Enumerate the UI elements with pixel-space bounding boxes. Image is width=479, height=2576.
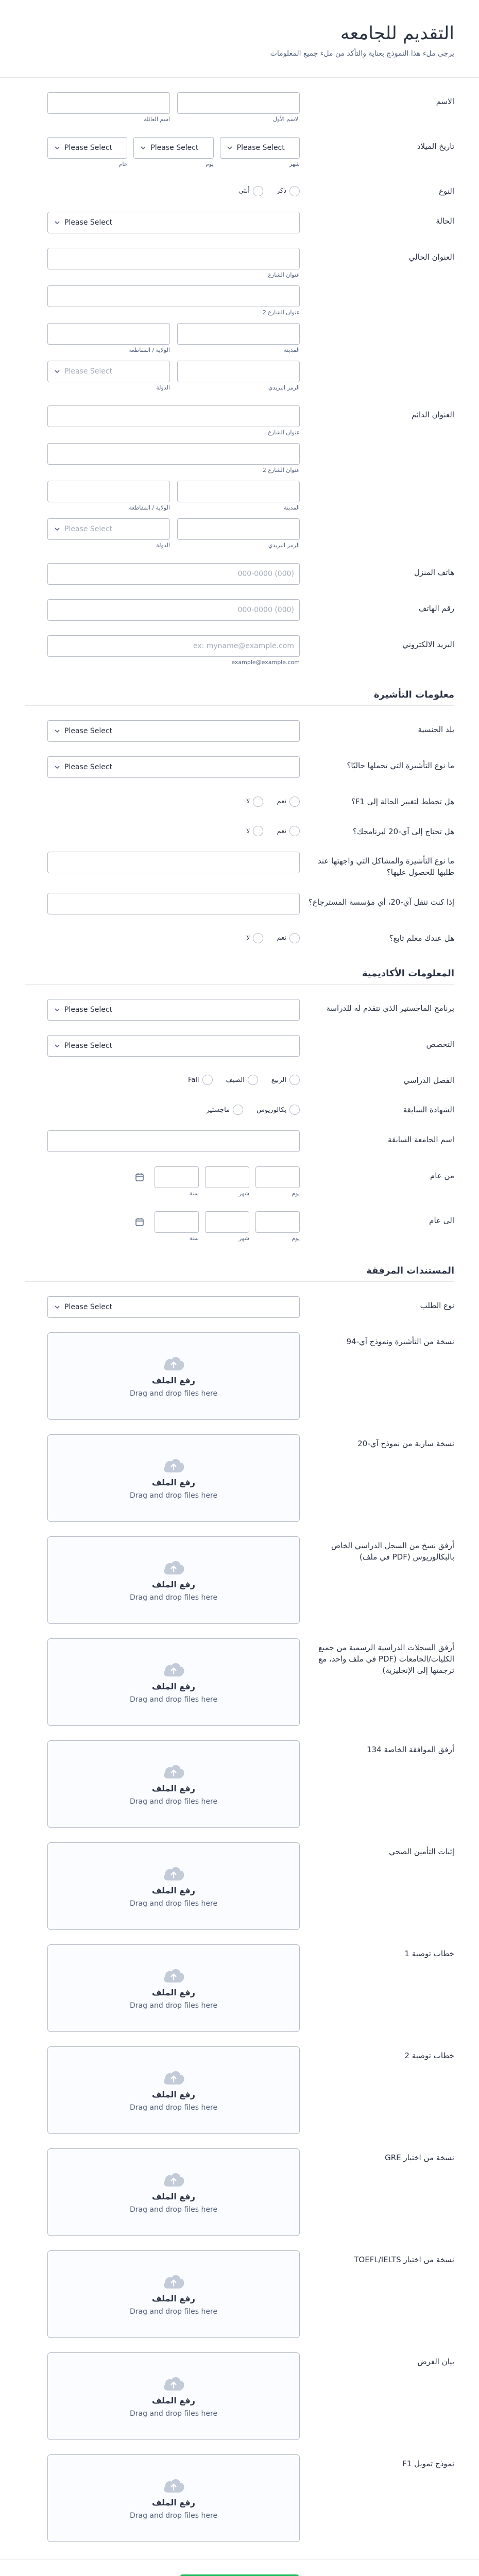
visa-type-label: ما نوع التأشيرة التي تحملها حاليًا؟ bbox=[347, 760, 454, 770]
radio-label: ماجستير bbox=[206, 1106, 230, 1114]
radio-label: لا bbox=[246, 827, 250, 835]
cloud-upload-icon bbox=[162, 2273, 185, 2291]
visa-section-title: معلومات التأشيرة bbox=[373, 689, 454, 700]
chevron-down-icon bbox=[53, 1042, 61, 1050]
upload-list bbox=[0, 1332, 479, 2542]
status-value: Please Select bbox=[64, 218, 113, 227]
degree-row bbox=[0, 1100, 479, 1116]
file-upload-dropzone[interactable] bbox=[47, 1638, 300, 1726]
major-select[interactable] bbox=[47, 1035, 300, 1057]
radio-label: Fall bbox=[188, 1076, 199, 1084]
transfer-input[interactable] bbox=[47, 893, 300, 914]
upload-button-label[interactable]: رفع الملف bbox=[152, 2395, 195, 2405]
permanent-address-label: العنوان الدائم bbox=[411, 410, 454, 419]
nationality-select[interactable] bbox=[47, 720, 300, 742]
drag-drop-text: Drag and drop files here bbox=[129, 1389, 218, 1398]
upload-row bbox=[0, 1944, 479, 2032]
cloud-upload-icon bbox=[162, 1559, 185, 1577]
transfer-label: إذا كنت تنقل آي-20، أي مؤسسة المسترجاع؟ bbox=[309, 897, 454, 907]
upload-button-label[interactable]: رفع الملف bbox=[152, 1375, 195, 1385]
upload-row bbox=[0, 1842, 479, 1930]
cur-state-input[interactable] bbox=[47, 323, 170, 345]
upload-button-label[interactable]: رفع الملف bbox=[152, 2293, 195, 2303]
i20-option-yes[interactable] bbox=[277, 826, 300, 836]
gender-option-male[interactable] bbox=[277, 186, 300, 196]
academic-section-header bbox=[0, 968, 479, 985]
dob-month-value: Please Select bbox=[236, 144, 285, 152]
visa-type-row bbox=[0, 756, 479, 778]
cur-country-sub: الدولة bbox=[156, 384, 170, 391]
chevron-down-icon bbox=[53, 367, 61, 376]
upload-label: نسخة من التأشيرة ونموذج آي-94 bbox=[346, 1337, 454, 1346]
radio-circle[interactable] bbox=[289, 826, 300, 836]
permanent-address-row bbox=[0, 405, 479, 549]
upload-button-label[interactable]: رفع الملف bbox=[152, 1987, 195, 1997]
gender-option-female[interactable] bbox=[238, 186, 263, 196]
docs-section-header bbox=[0, 1265, 479, 1282]
radio-circle[interactable] bbox=[289, 186, 300, 196]
email-row bbox=[0, 635, 479, 666]
dependents-option-yes[interactable] bbox=[277, 933, 300, 943]
per-country-value: Please Select bbox=[64, 524, 113, 533]
upload-row bbox=[0, 1536, 479, 1624]
drag-drop-text: Drag and drop files here bbox=[129, 1797, 218, 1806]
cur-city-input[interactable] bbox=[177, 323, 300, 345]
file-upload-dropzone[interactable] bbox=[47, 1740, 300, 1828]
calendar-icon[interactable] bbox=[131, 1211, 148, 1233]
dob-day-sub: يوم bbox=[206, 161, 214, 167]
program-value: Please Select bbox=[64, 1005, 113, 1014]
upload-button-label[interactable]: رفع الملف bbox=[152, 1579, 195, 1589]
upload-button-label[interactable]: رفع الملف bbox=[152, 2191, 195, 2201]
radio-circle[interactable] bbox=[253, 826, 263, 836]
cloud-upload-icon bbox=[162, 1661, 185, 1679]
cur-street2-input[interactable] bbox=[47, 285, 300, 307]
semester-option-summer[interactable] bbox=[226, 1075, 258, 1085]
gender-option-label: ذكر bbox=[276, 187, 286, 195]
university-row bbox=[0, 1130, 479, 1152]
per-country-sub: الدولة bbox=[156, 541, 170, 549]
cur-zip-input[interactable] bbox=[177, 361, 300, 382]
drag-drop-text: Drag and drop files here bbox=[129, 1899, 218, 1908]
request-type-select[interactable] bbox=[47, 1296, 300, 1318]
calendar-icon[interactable] bbox=[131, 1166, 148, 1188]
chevron-down-icon bbox=[53, 218, 61, 227]
semester-option-spring[interactable] bbox=[271, 1075, 300, 1085]
visa-type-value: Please Select bbox=[64, 762, 113, 771]
program-label: برنامج الماجستير الذي تتقدم له للدراسة bbox=[326, 1003, 454, 1013]
from-month-input[interactable] bbox=[205, 1166, 249, 1188]
nationality-value: Please Select bbox=[64, 726, 113, 735]
chevron-down-icon bbox=[53, 763, 61, 771]
request-type-row bbox=[0, 1296, 479, 1318]
cloud-upload-icon bbox=[162, 1865, 185, 1883]
upload-row bbox=[0, 2250, 479, 2338]
chevron-down-icon bbox=[53, 144, 61, 152]
per-street1-sub: عنوان الشارع bbox=[268, 429, 300, 436]
status-select[interactable] bbox=[47, 212, 300, 233]
f1-label: هل تخطط لتغيير الحالة إلى F1؟ bbox=[351, 796, 454, 806]
file-upload-dropzone[interactable] bbox=[47, 1536, 300, 1624]
upload-label: نسخة سارية من نموذج آي-20 bbox=[357, 1439, 454, 1448]
from-month-sub: شهر bbox=[238, 1190, 249, 1197]
drag-drop-text: Drag and drop files here bbox=[129, 1491, 218, 1500]
radio-label: لا bbox=[246, 934, 250, 942]
name-label: الاسم bbox=[436, 97, 454, 106]
request-type-label: نوع الطلب bbox=[420, 1301, 454, 1310]
upload-row bbox=[0, 1332, 479, 1420]
f1-option-no[interactable] bbox=[246, 796, 263, 807]
drag-drop-text: Drag and drop files here bbox=[129, 2409, 218, 2418]
cur-city-sub: المدينة bbox=[284, 346, 300, 353]
cloud-upload-icon bbox=[162, 1355, 185, 1372]
from-year-row bbox=[0, 1166, 479, 1197]
radio-circle[interactable] bbox=[253, 186, 263, 196]
upload-label: أرفق الموافقة الخاصة 134 bbox=[367, 1745, 454, 1754]
radio-circle[interactable] bbox=[289, 1075, 300, 1085]
upload-button-label[interactable]: رفع الملف bbox=[152, 1885, 195, 1895]
drag-drop-text: Drag and drop files here bbox=[129, 2511, 218, 2520]
drag-drop-text: Drag and drop files here bbox=[129, 2001, 218, 2010]
to-year-label: الى عام bbox=[429, 1216, 454, 1225]
radio-label: نعم bbox=[277, 934, 286, 942]
upload-button-label[interactable]: رفع الملف bbox=[152, 1783, 195, 1793]
last-name-sub: اسم العائلة bbox=[144, 116, 170, 123]
cloud-upload-icon bbox=[162, 2477, 185, 2495]
chevron-down-icon bbox=[53, 727, 61, 735]
status-label: الحالة bbox=[436, 216, 454, 226]
cur-country-select[interactable] bbox=[47, 361, 170, 382]
upload-label: إثبات التأمين الصحي bbox=[389, 1847, 454, 1856]
divider bbox=[25, 984, 454, 985]
upload-button-label[interactable]: رفع الملف bbox=[152, 1477, 195, 1487]
cur-country-value: Please Select bbox=[64, 367, 113, 376]
upload-row bbox=[0, 1434, 479, 1522]
degree-label: الشهادة السابقة bbox=[403, 1105, 454, 1115]
radio-circle[interactable] bbox=[253, 796, 263, 807]
per-city-sub: المدينة bbox=[284, 504, 300, 511]
i20-row bbox=[0, 822, 479, 838]
divider bbox=[25, 1281, 454, 1282]
from-year-sub: سنة bbox=[189, 1190, 199, 1197]
semester-option-fall[interactable] bbox=[188, 1075, 212, 1085]
cur-street1-input[interactable] bbox=[47, 248, 300, 269]
radio-circle[interactable] bbox=[289, 796, 300, 807]
from-day-input[interactable] bbox=[255, 1166, 300, 1188]
email-sub: example@example.com bbox=[231, 658, 300, 666]
drag-drop-text: Drag and drop files here bbox=[129, 2307, 218, 2316]
per-city-input[interactable] bbox=[177, 481, 300, 502]
dob-day-select[interactable] bbox=[133, 137, 213, 159]
request-type-value: Please Select bbox=[64, 1303, 113, 1311]
dob-month-sub: شهر bbox=[289, 161, 300, 167]
radio-label: لا bbox=[246, 798, 250, 806]
radio-circle[interactable] bbox=[253, 933, 263, 943]
cur-street2-sub: عنوان الشارع 2 bbox=[262, 309, 300, 316]
visa-issues-row bbox=[0, 852, 479, 878]
upload-label: خطاب توصية 1 bbox=[404, 1949, 454, 1958]
upload-row bbox=[0, 2352, 479, 2440]
upload-label: خطاب توصية 2 bbox=[404, 2051, 454, 2060]
divider bbox=[25, 705, 454, 706]
dob-month-select[interactable] bbox=[220, 137, 300, 159]
upload-row bbox=[0, 2148, 479, 2236]
per-state-sub: الولاية / المقاطعة bbox=[129, 504, 170, 511]
radio-circle[interactable] bbox=[202, 1075, 213, 1085]
gender-row bbox=[0, 182, 479, 197]
visa-issues-input[interactable] bbox=[47, 852, 300, 873]
nationality-row bbox=[0, 720, 479, 742]
radio-circle[interactable] bbox=[289, 933, 300, 943]
first-name-sub: الاسم الأول bbox=[273, 116, 300, 123]
degree-option-master[interactable] bbox=[207, 1105, 244, 1115]
semester-label: الفصل الدراسي bbox=[403, 1075, 454, 1085]
upload-label: أرفق السجلات الدراسية الرسمية من جميع الكليات/الجامعات (PDF في ملف واحد، مع ترجمتها إلى الإنجليزية) bbox=[318, 1643, 454, 1675]
radio-label: نعم bbox=[277, 798, 286, 806]
form-header bbox=[0, 0, 479, 78]
mobile-phone-label: رقم الهاتف bbox=[418, 603, 454, 613]
cur-state-sub: الولاية / المقاطعة bbox=[129, 346, 170, 353]
to-month-input[interactable] bbox=[205, 1211, 249, 1233]
cloud-upload-icon bbox=[162, 1967, 185, 1985]
submit-area bbox=[0, 2560, 479, 2576]
form-title: التقديم للجامعه bbox=[340, 23, 454, 44]
upload-label: نموذج تمويل F1 bbox=[402, 2459, 454, 2468]
drag-drop-text: Drag and drop files here bbox=[129, 1695, 218, 1704]
file-upload-dropzone[interactable] bbox=[47, 2250, 300, 2338]
upload-label: نسخة من اختبار GRE bbox=[385, 2153, 454, 2162]
dependents-row bbox=[0, 929, 479, 944]
visa-section-header bbox=[0, 689, 479, 706]
f1-row bbox=[0, 792, 479, 808]
file-upload-dropzone[interactable] bbox=[47, 1842, 300, 1930]
dependents-option-no[interactable] bbox=[246, 933, 263, 943]
drag-drop-text: Drag and drop files here bbox=[129, 2205, 218, 2214]
upload-label: بيان الغرض bbox=[417, 2357, 454, 2366]
radio-circle[interactable] bbox=[233, 1105, 243, 1115]
per-zip-input[interactable] bbox=[177, 518, 300, 540]
cloud-upload-icon bbox=[162, 1763, 185, 1781]
home-phone-input[interactable] bbox=[47, 563, 300, 585]
transfer-row bbox=[0, 893, 479, 914]
file-upload-dropzone[interactable] bbox=[47, 2046, 300, 2134]
dob-year-value: Please Select bbox=[64, 144, 113, 152]
from-day-sub: يوم bbox=[292, 1190, 300, 1197]
file-upload-dropzone[interactable] bbox=[47, 2148, 300, 2236]
to-year-input[interactable] bbox=[155, 1211, 199, 1233]
drag-drop-text: Drag and drop files here bbox=[129, 1593, 218, 1602]
upload-row bbox=[0, 1638, 479, 1726]
file-upload-dropzone[interactable] bbox=[47, 2454, 300, 2542]
file-upload-dropzone[interactable] bbox=[47, 2352, 300, 2440]
form-subtitle: يرجى ملء هذا النموذج بعناية والتأكد من ملء جميع المعلومات bbox=[270, 49, 454, 58]
email-input[interactable] bbox=[47, 635, 300, 657]
chevron-down-icon bbox=[53, 525, 61, 533]
cur-zip-sub: الرمز البريدي bbox=[268, 384, 300, 391]
chevron-down-icon bbox=[53, 1006, 61, 1014]
gender-option-label: أنثى bbox=[238, 187, 250, 195]
chevron-down-icon bbox=[139, 144, 147, 152]
semester-row bbox=[0, 1071, 479, 1087]
upload-row bbox=[0, 1740, 479, 1828]
chevron-down-icon bbox=[53, 1303, 61, 1311]
dependents-label: هل عندك معلم تابع؟ bbox=[389, 933, 454, 943]
upload-label: أرفق نسخ من السجل الدراسي الخاص بالبكالوريوس (PDF في ملف) bbox=[331, 1541, 454, 1562]
major-value: Please Select bbox=[64, 1041, 113, 1050]
radio-label: بكالوريوس bbox=[256, 1106, 286, 1114]
per-country-select[interactable] bbox=[47, 518, 170, 540]
nationality-label: بلد الجنسية bbox=[418, 724, 454, 734]
gender-label: النوع bbox=[439, 187, 454, 196]
major-label: التخصص bbox=[426, 1039, 454, 1049]
visa-issues-label: ما نوع التأشيرة والمشاكل التي واجهتها عند طلبها للحصول عليها؟ bbox=[318, 856, 454, 877]
per-street2-input[interactable] bbox=[47, 443, 300, 465]
f1-option-yes[interactable] bbox=[277, 796, 300, 807]
to-year-sub: سنة bbox=[189, 1235, 199, 1242]
upload-button-label[interactable]: رفع الملف bbox=[152, 1681, 195, 1691]
to-day-sub: يوم bbox=[292, 1235, 300, 1242]
file-upload-dropzone[interactable] bbox=[47, 1434, 300, 1522]
per-zip-sub: الرمز البريدي bbox=[268, 541, 300, 549]
chevron-down-icon bbox=[226, 144, 234, 152]
major-row bbox=[0, 1035, 479, 1057]
to-day-input[interactable] bbox=[255, 1211, 300, 1233]
file-upload-dropzone[interactable] bbox=[47, 1332, 300, 1420]
program-select[interactable] bbox=[47, 999, 300, 1021]
cloud-upload-icon bbox=[162, 1457, 185, 1475]
per-state-input[interactable] bbox=[47, 481, 170, 502]
mobile-phone-input[interactable] bbox=[47, 599, 300, 621]
file-upload-dropzone[interactable] bbox=[47, 1944, 300, 2032]
cloud-upload-icon bbox=[162, 2069, 185, 2087]
per-street1-input[interactable] bbox=[47, 405, 300, 427]
upload-button-label[interactable]: رفع الملف bbox=[152, 2089, 195, 2099]
cloud-upload-icon bbox=[162, 2375, 185, 2393]
mobile-phone-row bbox=[0, 599, 479, 621]
upload-button-label[interactable]: رفع الملف bbox=[152, 2497, 195, 2507]
radio-label: الصيف bbox=[226, 1076, 245, 1084]
university-label: اسم الجامعة السابقة bbox=[387, 1135, 454, 1144]
from-year-label: من عام bbox=[430, 1171, 454, 1180]
visa-type-select[interactable] bbox=[47, 756, 300, 778]
to-year-row bbox=[0, 1211, 479, 1242]
name-row bbox=[0, 92, 479, 123]
last-name-input[interactable] bbox=[47, 92, 170, 114]
dob-label: تاريخ الميلاد bbox=[417, 142, 454, 151]
upload-row bbox=[0, 2046, 479, 2134]
degree-option-bachelor[interactable] bbox=[256, 1105, 300, 1115]
upload-row bbox=[0, 2454, 479, 2542]
drag-drop-text: Drag and drop files here bbox=[129, 2103, 218, 2112]
radio-circle[interactable] bbox=[248, 1075, 258, 1085]
university-input[interactable] bbox=[47, 1130, 300, 1152]
docs-section-title: المستندات المرفقة bbox=[366, 1265, 454, 1276]
status-row bbox=[0, 212, 479, 233]
radio-label: الربيع bbox=[271, 1076, 286, 1084]
dob-row bbox=[0, 137, 479, 167]
cur-street1-sub: عنوان الشارع bbox=[268, 271, 300, 278]
home-phone-label: هاتف المنزل bbox=[414, 567, 454, 577]
academic-section-title: المعلومات الأكاديمية bbox=[362, 968, 454, 979]
dob-year-select[interactable] bbox=[47, 137, 127, 159]
i20-option-no[interactable] bbox=[246, 826, 263, 836]
i20-label: هل تحتاج إلى آي-20 لبرنامجك؟ bbox=[352, 826, 454, 836]
upload-label: نسخة من اختبار TOEFL/IELTS bbox=[354, 2255, 454, 2264]
current-address-row bbox=[0, 248, 479, 391]
radio-label: نعم bbox=[277, 827, 286, 835]
program-row bbox=[0, 999, 479, 1021]
to-month-sub: شهر bbox=[238, 1235, 249, 1242]
dob-day-value: Please Select bbox=[150, 144, 199, 152]
first-name-input[interactable] bbox=[177, 92, 300, 114]
home-phone-row bbox=[0, 563, 479, 585]
cloud-upload-icon bbox=[162, 2171, 185, 2189]
dob-year-sub: عام bbox=[118, 161, 128, 167]
radio-circle[interactable] bbox=[289, 1105, 300, 1115]
email-label: البريد الالكتروني bbox=[402, 639, 454, 649]
current-address-label: العنوان الحالي bbox=[408, 252, 454, 262]
per-street2-sub: عنوان الشارع 2 bbox=[262, 466, 300, 473]
from-year-input[interactable] bbox=[155, 1166, 199, 1188]
